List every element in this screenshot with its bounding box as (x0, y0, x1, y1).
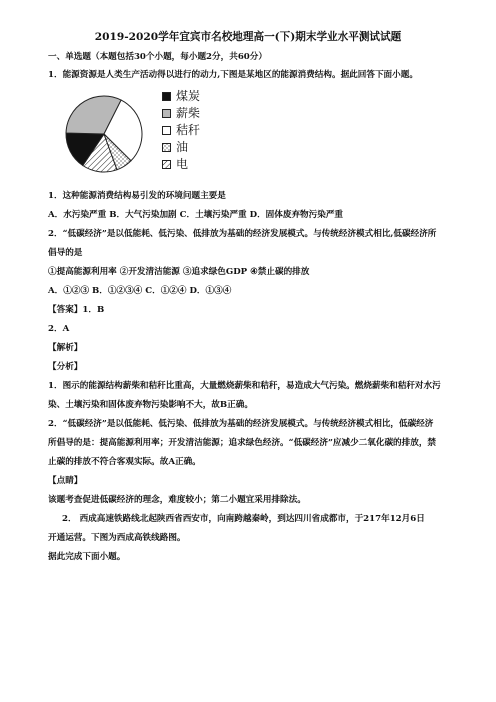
analysis-1-line1: 1．图示的能源结构薪柴和秸秆比重高，大量燃烧薪柴和秸秆，易造成大气污染。燃烧薪柴和秸秆对水污 (48, 381, 441, 391)
question-2-line3: 据此完成下面小题。 (48, 552, 126, 562)
legend-item-oil (162, 141, 222, 155)
dianjing-label: 【点睛】 (48, 476, 83, 486)
section-heading: 一、单选题（本题包括30个小题，每小题2分，共60分） (48, 52, 267, 62)
legend-label: 电 (176, 157, 189, 171)
answer-label: 【答案】 (48, 305, 83, 315)
jiexi-label: 【解析】 (48, 343, 83, 353)
legend-swatch (162, 126, 171, 135)
chart-legend (162, 90, 222, 174)
answer-1: 1．B (82, 305, 105, 315)
analysis-2-line1: 2．“低碳经济”是以低能耗、低污染、低排放为基础的经济发展模式。与传统经济模式相比，低碳经济 (48, 419, 434, 429)
answer-2: 2．A (48, 324, 70, 334)
legend-label: 油 (176, 140, 189, 154)
legend-item-firewood (162, 107, 222, 121)
question-1-1: 1．这种能源消费结构易引发的环境问题主要是 (48, 191, 226, 201)
legend-label: 秸秆 (176, 123, 201, 137)
question-1-2-options: A．①②③ B．①②③④ C．①②④ D．①③④ (48, 286, 232, 296)
fenxi-label: 【分析】 (48, 362, 83, 372)
question-1-2-line1: 2．“低碳经济”是以低能耗、低污染、低排放为基础的经济发展模式。与传统经济模式相比,低碳经济所 (48, 229, 437, 239)
legend-item-coal (162, 90, 222, 104)
legend-swatch (162, 143, 171, 152)
question-2-line1: 2． 西成高速铁路线北起陕西省西安市，向南跨越秦岭，到达四川省成都市，于217年12月6日 (62, 514, 425, 524)
question-1-2-line2: 倡导的是 (48, 248, 83, 258)
legend-item-straw (162, 124, 222, 138)
page-title: 2019-2020学年宜宾市名校地理高一(下)期末学业水平测试试题 (94, 31, 402, 43)
analysis-1-line2: 染、土壤污染和固体废弃物污染影响不大，故B正确。 (48, 400, 253, 410)
analysis-2-line3: 止碳的排放不符合客观实际。故A正确。 (48, 457, 201, 467)
energy-pie-chart (62, 86, 146, 182)
legend-swatch (162, 92, 171, 101)
question-1-1-options: A．水污染严重 B．大气污染加剧 C．土壤污染严重 D．固体废弃物污染严重 (48, 210, 344, 220)
question-1-intro: 1．能源资源是人类生产活动得以进行的动力,下图是某地区的能源消费结构。据此回答下面小题。 (48, 70, 418, 80)
dianjing-text: 该题考查促进低碳经济的理念，难度较小；第二小题宜采用排除法。 (48, 495, 306, 505)
legend-swatch (162, 160, 171, 169)
legend-swatch (162, 109, 171, 118)
legend-label: 煤炭 (176, 89, 201, 103)
legend-label: 薪柴 (176, 106, 201, 120)
legend-item-electricity (162, 158, 222, 172)
question-2-line2: 开通运营。下图为西成高铁线路图。 (48, 533, 186, 543)
answer-block (48, 304, 104, 316)
question-1-2-items: ①提高能源利用率 ②开发清洁能源 ③追求绿色GDP ④禁止碳的排放 (48, 267, 310, 277)
analysis-2-line2: 所倡导的是：提高能源利用率；开发清洁能源；追求绿色经济。“低碳经济”应减少二氧化碳的排放，禁 (48, 438, 437, 448)
